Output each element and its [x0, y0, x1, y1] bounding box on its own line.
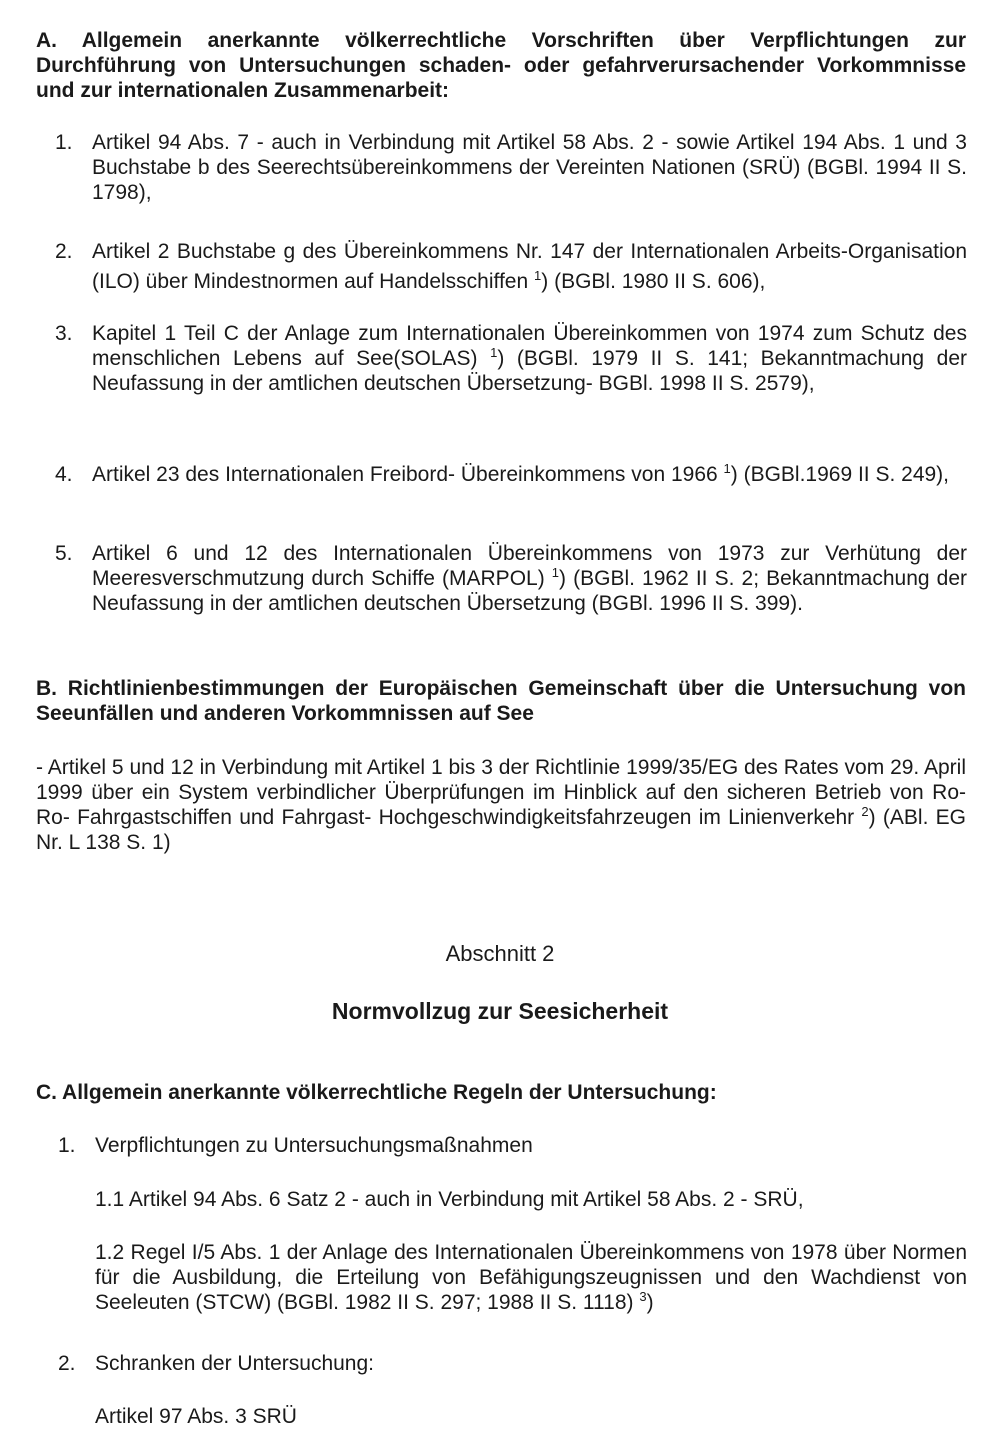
footnote-ref: 1 — [490, 345, 498, 360]
section-b-heading: B. Richtlinienbestimmungen der Europäischen Gemeinschaft über die Untersuchung von Seeunfällen und anderen Vorkommnissen auf See — [36, 677, 966, 725]
list-text: Artikel 23 des Internationalen Freibord- Übereinkommens von 1966 $^1$) (BGBl.1969 II S. 249), — [92, 461, 950, 486]
footnote-ref: 1 — [534, 268, 542, 283]
section-a-heading: A. Allgemein anerkannte völkerrechtliche Vorschriften über Verpflichtungen zur Durchführung von Untersuchungen schaden- oder gefahrverursachender Vorkommnisse und zur internationalen Zusammenarbeit: — [36, 29, 966, 102]
list-number: 2. — [55, 240, 73, 263]
section-c-heading: C. Allgemein anerkannte völkerrechtliche Regeln der Untersuchung: — [36, 1081, 717, 1104]
list-text: Schranken der Untersuchung: — [95, 1352, 374, 1375]
list-number: 5. — [55, 542, 73, 565]
footnote-ref: 1 — [723, 461, 731, 476]
list-text: Artikel 2 Buchstabe g des Übereinkommens Nr. 147 der Internationalen Arbeits-Organisation (ILO) über Mindestnormen auf Handelsschiffen $^1$) (BGBl. 1980 II S. 606), — [92, 240, 967, 293]
list-number: 3. — [55, 322, 73, 345]
list-number: 1. — [58, 1134, 76, 1157]
section-c-item-2-detail: Artikel 97 Abs. 3 SRÜ — [95, 1405, 297, 1428]
list-text: Artikel 94 Abs. 7 - auch in Verbindung mit Artikel 58 Abs. 2 - sowie Artikel 194 Abs. 1 und 3 Buchstabe b des Seerechtsübereinkommens der Vereinten Nationen (SRÜ) (BGBl. 1994 II S. 1798), — [92, 131, 967, 204]
footnote-ref: 1 — [551, 565, 560, 580]
abschnitt-label: Abschnitt 2 — [445, 941, 555, 966]
section-c-sub-1-2: 1.2 Regel I/5 Abs. 1 der Anlage des Internationalen Übereinkommens von 1978 über Normen für die Ausbildung, die Erteilung von Befähigungszeugnissen und den Wachdienst von Seeleuten (STCW) (BGBl. 1982 II S. 297; 1988 II S. 1118) $^3$) — [95, 1241, 967, 1314]
list-number: 1. — [55, 131, 73, 154]
abschnitt-title: Normvollzug zur Seesicherheit — [331, 998, 669, 1024]
footnote-ref: 3 — [639, 1289, 647, 1304]
footnote-ref: 2 — [861, 804, 869, 819]
section-c-sub-1-1: 1.1 Artikel 94 Abs. 6 Satz 2 - auch in Verbindung mit Artikel 58 Abs. 2 - SRÜ, — [95, 1188, 804, 1211]
list-text: Verpflichtungen zu Untersuchungsmaßnahmen — [95, 1134, 533, 1157]
list-text: Artikel 6 und 12 des Internationalen Übereinkommens von 1973 zur Verhütung der Meeresverschmutzung durch Schiffe (MARPOL) $^1$) (BGBl. 1962 II S. 2; Bekanntmachung der Neufassung in der amtlichen deutschen Übersetzung (BGBl. 1996 II S. 399). — [92, 542, 968, 615]
list-number: 4. — [55, 463, 73, 486]
list-text: Kapitel 1 Teil C der Anlage zum Internationalen Übereinkommen von 1974 zum Schutz des menschlichen Lebens auf See(SOLAS) $^1$) (BGBl. 1979 II S. 141; Bekanntmachung der Neufassung in der amtlichen deutschen Übersetzung- BGBl. 1998 II S. 2579), — [92, 322, 968, 395]
list-number: 2. — [58, 1352, 76, 1375]
section-b-text: - Artikel 5 und 12 in Verbindung mit Artikel 1 bis 3 der Richtlinie 1999/35/EG des Rates vom 29. April 1999 über ein System verbindlicher Überprüfungen im Hinblick auf den sicheren Betrieb von Ro- Ro- Fahrgastschiffen und Fahrgast- Hochgeschwindigkeitsfahrzeugen im Linienverkehr $^2$) (ABl. EG Nr. L 138 S. 1) — [36, 756, 966, 854]
